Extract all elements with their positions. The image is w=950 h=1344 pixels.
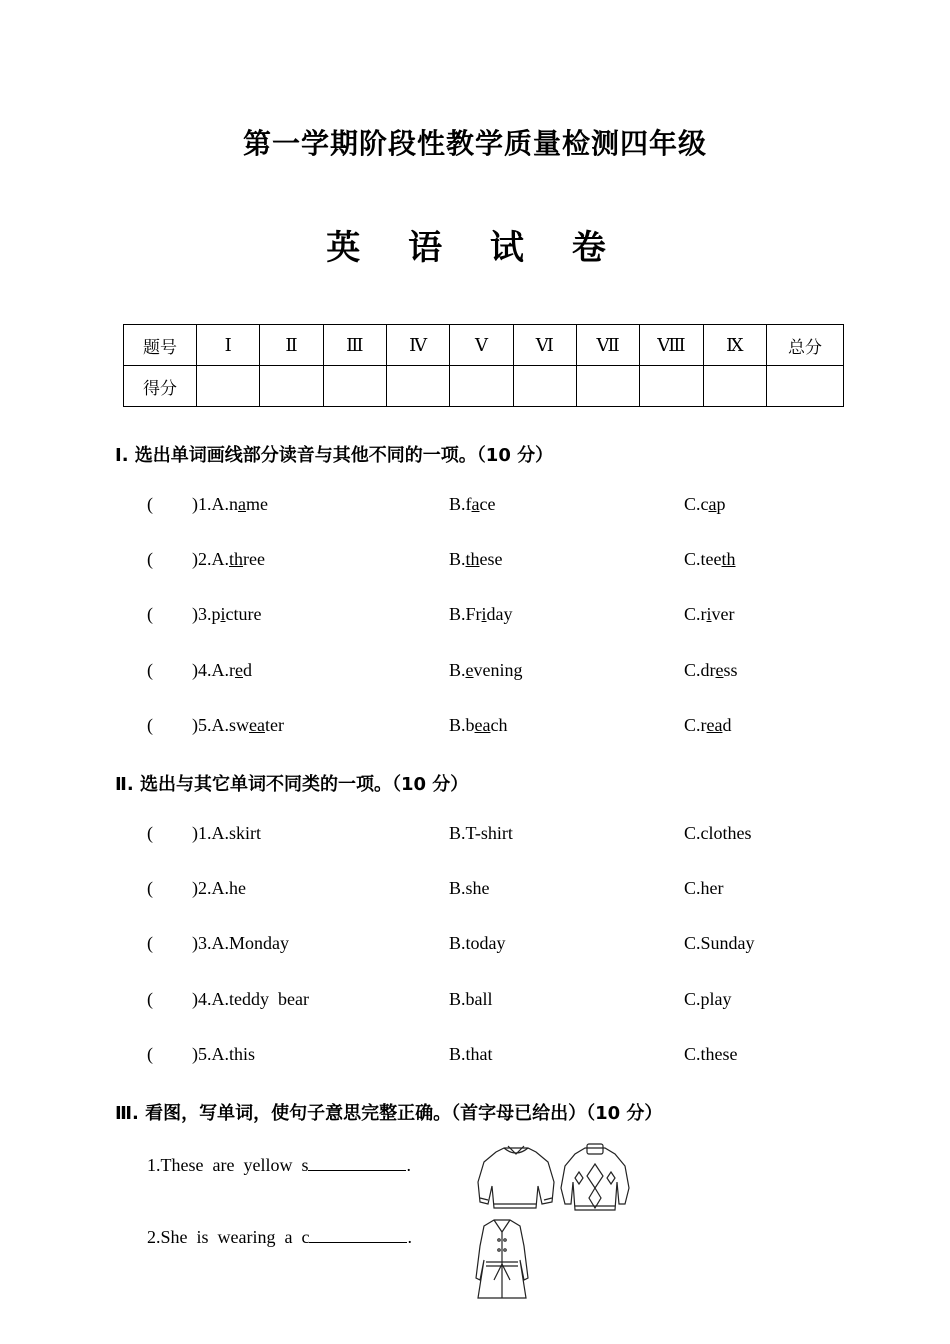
section-1-question: [0, 494, 950, 518]
answer-paren[interactable]: (: [147, 715, 153, 735]
section-2-question: [0, 878, 950, 902]
option-c: C.teeth: [684, 549, 736, 569]
answer-paren[interactable]: (: [147, 878, 153, 898]
option-b: B.evening: [449, 660, 523, 680]
fill-question-2: 2.She is wearing a c .: [147, 1224, 412, 1248]
exam-title-line1: 第一学期阶段性教学质量检测四年级: [242, 127, 707, 160]
answer-blank[interactable]: [309, 1224, 407, 1243]
score-header-cell: Ⅳ: [386, 325, 449, 366]
option-a: )5.A.sweater: [192, 715, 284, 735]
score-cell[interactable]: [640, 366, 703, 407]
answer-paren[interactable]: (: [147, 549, 153, 569]
score-header-cell: 题号: [124, 325, 197, 366]
score-row-label: 得分: [124, 366, 197, 407]
fill-question-1: 1.These are yellow s .: [147, 1152, 411, 1176]
score-cell[interactable]: [260, 366, 323, 407]
option-c: C.dress: [684, 660, 738, 680]
section-2-question: [0, 989, 950, 1013]
answer-paren[interactable]: (: [147, 660, 153, 680]
option-b: B.Friday: [449, 604, 513, 624]
score-header-cell: Ⅶ: [576, 325, 639, 366]
option-a: )2.A.three: [192, 549, 265, 569]
exam-title-line2: 英 语 试 卷: [326, 228, 624, 268]
answer-paren[interactable]: (: [147, 823, 153, 843]
answer-paren[interactable]: (: [147, 604, 153, 624]
option-a: )2.A.he: [192, 878, 246, 898]
score-header-cell: Ⅷ: [640, 325, 703, 366]
option-b: B.ball: [449, 989, 493, 1009]
option-a: )1.A.skirt: [192, 823, 261, 843]
section-2-question: [0, 1044, 950, 1068]
option-b: B.beach: [449, 715, 508, 735]
option-b: B.T-shirt: [449, 823, 513, 843]
score-header-cell: Ⅲ: [323, 325, 386, 366]
section-3-title: Ⅲ. 看图，写单词，使句子意思完整正确。（首字母已给出）（10 分）: [115, 1103, 663, 1124]
option-c: C.cap: [684, 494, 726, 514]
option-c: C.her: [684, 878, 724, 898]
option-a: )1.A.name: [192, 494, 268, 514]
score-table-score-row: [124, 366, 844, 407]
option-b: B.she: [449, 878, 490, 898]
option-c: C.river: [684, 604, 735, 624]
option-a: )4.A.red: [192, 660, 252, 680]
score-cell[interactable]: [703, 366, 766, 407]
score-cell[interactable]: [197, 366, 260, 407]
score-table-header-row: [124, 325, 844, 366]
score-cell[interactable]: [450, 366, 513, 407]
option-b: B.today: [449, 933, 506, 953]
score-header-cell: Ⅴ: [450, 325, 513, 366]
score-header-cell: Ⅸ: [703, 325, 766, 366]
answer-blank[interactable]: [308, 1152, 406, 1171]
answer-paren[interactable]: (: [147, 989, 153, 1009]
option-b: B.that: [449, 1044, 493, 1064]
answer-paren[interactable]: (: [147, 933, 153, 953]
option-c: C.Sunday: [684, 933, 755, 953]
section-1-question: [0, 549, 950, 573]
option-c: C.these: [684, 1044, 738, 1064]
section-1-question: [0, 715, 950, 739]
score-table: [123, 324, 844, 407]
answer-paren[interactable]: (: [147, 494, 153, 514]
score-cell[interactable]: [386, 366, 449, 407]
option-a: )3.picture: [192, 604, 262, 624]
option-a: )3.A.Monday: [192, 933, 289, 953]
score-cell[interactable]: [323, 366, 386, 407]
answer-paren[interactable]: (: [147, 1044, 153, 1064]
score-cell[interactable]: [576, 366, 639, 407]
coat-picture: [470, 1216, 534, 1302]
option-b: B.these: [449, 549, 503, 569]
section-2-title: Ⅱ. 选出与其它单词不同类的一项。（10 分）: [115, 774, 469, 795]
score-cell[interactable]: [767, 366, 844, 407]
section-2-question: [0, 933, 950, 957]
option-c: C.read: [684, 715, 732, 735]
score-header-cell: 总分: [767, 325, 844, 366]
option-c: C.play: [684, 989, 732, 1009]
score-header-cell: Ⅰ: [197, 325, 260, 366]
section-1-question: [0, 660, 950, 684]
score-header-cell: Ⅱ: [260, 325, 323, 366]
option-b: B.face: [449, 494, 496, 514]
section-1-question: [0, 604, 950, 628]
option-a: )4.A.teddy bear: [192, 989, 309, 1009]
section-2-question: [0, 823, 950, 847]
option-c: C.clothes: [684, 823, 752, 843]
score-cell[interactable]: [513, 366, 576, 407]
section-1-title: Ⅰ. 选出单词画线部分读音与其他不同的一项。（10 分）: [115, 445, 554, 466]
patterned-sweater-picture: [559, 1142, 631, 1216]
score-header-cell: Ⅵ: [513, 325, 576, 366]
option-a: )5.A.this: [192, 1044, 255, 1064]
sweater-picture: [474, 1142, 558, 1216]
